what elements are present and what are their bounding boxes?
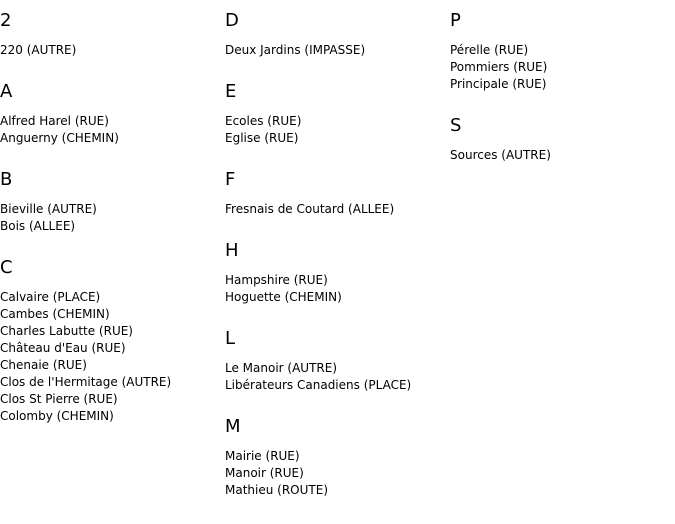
letter-group-h (225, 240, 450, 306)
street-link[interactable]: Chenaie (RUE) (0, 358, 87, 372)
street-link[interactable]: Colomby (CHEMIN) (0, 409, 114, 423)
letter-heading: M (225, 416, 241, 437)
letter-heading: D (225, 10, 239, 31)
street-link[interactable]: Pommiers (RUE) (450, 60, 548, 74)
street-index-column-2 (225, 10, 450, 521)
letter-group-m (225, 416, 450, 499)
street-link[interactable]: Eglise (RUE) (225, 131, 299, 145)
letter-group-l (225, 328, 450, 394)
letter-heading: H (225, 240, 239, 261)
street-link[interactable]: Pérelle (RUE) (450, 43, 529, 57)
street-link[interactable]: Mairie (RUE) (225, 449, 300, 463)
letter-group-d (225, 10, 450, 59)
letter-heading: A (0, 81, 13, 102)
street-link[interactable]: Hoguette (CHEMIN) (225, 290, 342, 304)
letter-heading: B (0, 169, 13, 190)
street-link[interactable]: Manoir (RUE) (225, 466, 304, 480)
letter-heading: F (225, 169, 236, 190)
letter-heading: S (450, 115, 462, 136)
street-link[interactable]: Clos St Pierre (RUE) (0, 392, 118, 406)
street-link[interactable]: Sources (AUTRE) (450, 148, 551, 162)
street-index-column-1 (0, 10, 225, 447)
letter-heading: C (0, 257, 13, 278)
street-link[interactable]: Hampshire (RUE) (225, 273, 328, 287)
street-link[interactable]: Le Manoir (AUTRE) (225, 361, 338, 375)
letter-heading: L (225, 328, 236, 349)
street-link[interactable]: Ecoles (RUE) (225, 114, 302, 128)
letter-heading: P (450, 10, 461, 31)
letter-group-b (0, 169, 225, 235)
letter-group-2 (0, 10, 225, 59)
street-link[interactable]: Anguerny (CHEMIN) (0, 131, 119, 145)
street-link[interactable]: Clos de l'Hermitage (AUTRE) (0, 375, 172, 389)
street-index-column-3 (450, 10, 675, 186)
street-link[interactable]: Alfred Harel (RUE) (0, 114, 109, 128)
street-link[interactable]: Bieville (AUTRE) (0, 202, 97, 216)
street-link[interactable]: Charles Labutte (RUE) (0, 324, 133, 338)
street-link[interactable]: Bois (ALLEE) (0, 219, 76, 233)
street-link[interactable]: Calvaire (PLACE) (0, 290, 101, 304)
letter-group-e (225, 81, 450, 147)
street-link[interactable]: Fresnais de Coutard (ALLEE) (225, 202, 395, 216)
letter-group-s (450, 115, 675, 164)
letter-group-c (0, 257, 225, 425)
street-link[interactable]: Château d'Eau (RUE) (0, 341, 126, 355)
letter-group-a (0, 81, 225, 147)
street-link[interactable]: Deux Jardins (IMPASSE) (225, 43, 366, 57)
street-link[interactable]: 220 (AUTRE) (0, 43, 77, 57)
letter-group-p (450, 10, 675, 93)
letter-heading: E (225, 81, 237, 102)
street-link[interactable]: Cambes (CHEMIN) (0, 307, 110, 321)
letter-group-f (225, 169, 450, 218)
street-link[interactable]: Principale (RUE) (450, 77, 547, 91)
street-link[interactable]: Mathieu (ROUTE) (225, 483, 328, 497)
street-link[interactable]: Libérateurs Canadiens (PLACE) (225, 378, 412, 392)
letter-heading: 2 (0, 10, 12, 31)
